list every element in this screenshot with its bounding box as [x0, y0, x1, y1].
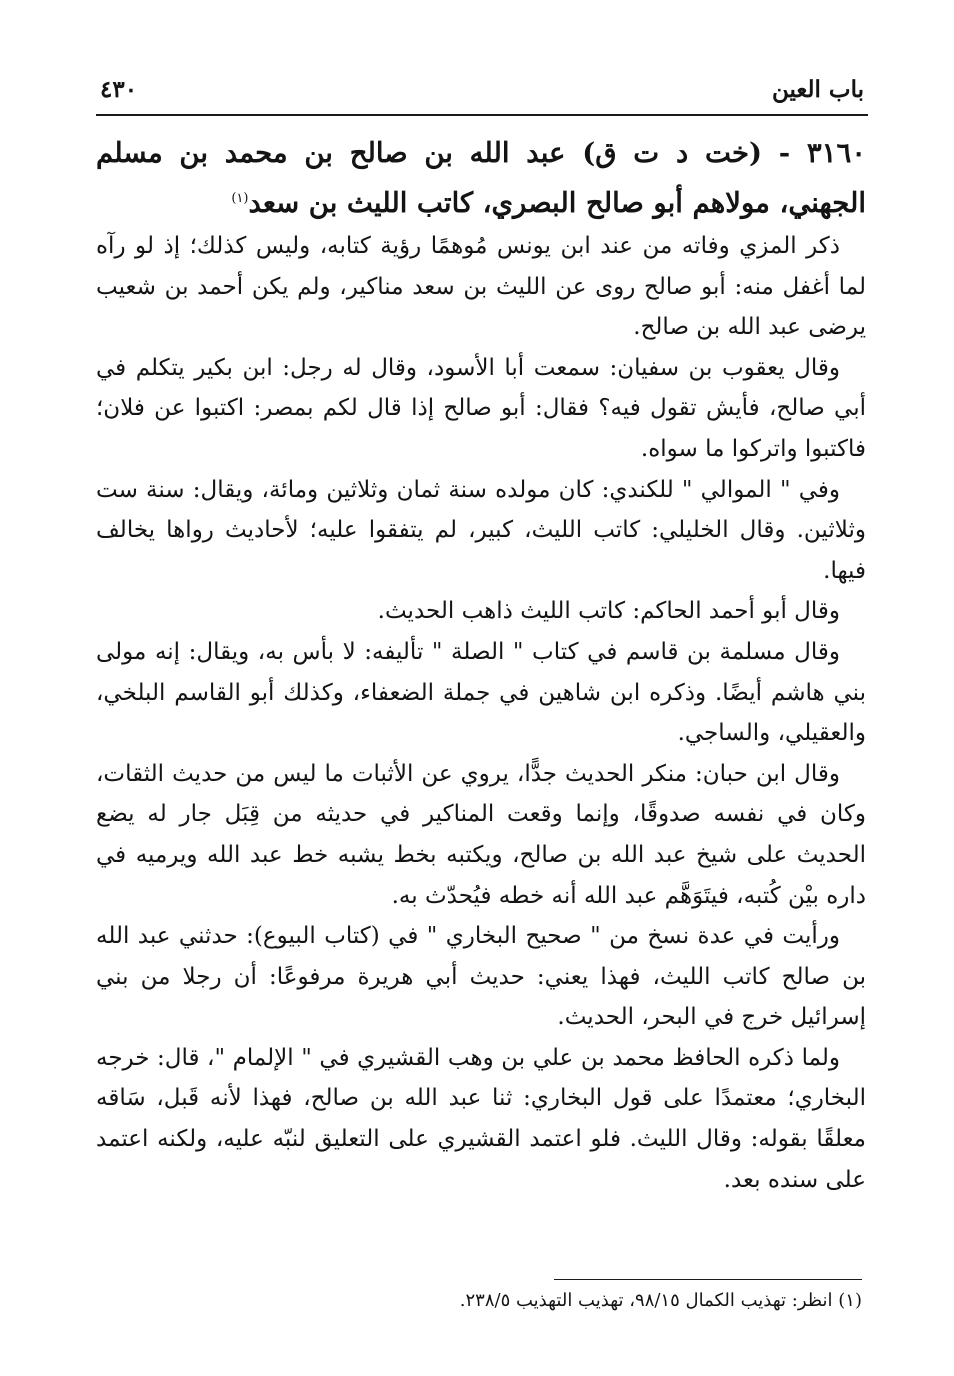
footnote: (١) انظر: تهذيب الكمال ٩٨/١٥، تهذيب التهذيب ٢٣٨/٥. — [459, 1290, 862, 1311]
paragraph-8: ولما ذكره الحافظ محمد بن علي بن وهب القشيري في " الإلمام "، قال: خرجه البخاري؛ معتمدًا على قول البخاري: ثنا عبد الله بن صالح، فهذا لأنه قَبل، سَاقه معلقًا بقوله: وقال الليث. فلو اعتمد القشيري على التعليق لنبّه عليه، ولكنه اعتمد على سنده بعد. — [96, 1044, 866, 1193]
header-rule — [96, 114, 868, 116]
paragraph-3: وفي " الموالي " للكندي: كان مولده سنة ثمان وثلاثين ومائة، ويقال: سنة ست وثلاثين. وقال الخليلي: كاتب الليث، كبير، لم يتفقوا عليه؛ لأحاديث رواها يخالف فيها. — [96, 476, 866, 584]
page-number: ٤٣٠ — [100, 76, 138, 103]
paragraph-5: وقال مسلمة بن قاسم في كتاب " الصلة " تأليفه: لا بأس به، ويقال: إنه مولى بني هاشم أيضًا. وذكره ابن شاهين في جملة الضعفاء، وكذلك أبو القاسم البلخي، والعقيلي، والساجي. — [96, 638, 866, 747]
footnote-marker: (١) — [231, 191, 249, 206]
paragraph-2: وقال يعقوب بن سفيان: سمعت أبا الأسود، وقال له رجل: ابن بكير يتكلم في أبي صالح، فأيش تقول فيه؟ فقال: أبو صالح إذا قال لكم بمصر: اكتبوا عن فلان؛ فاكتبوا واتركوا ما سواه. — [96, 354, 866, 462]
paragraph-7: ورأيت في عدة نسخ من " صحيح البخاري " في (كتاب البيوع): حدثني عبد الله بن صالح كاتب الليث، فهذا يعني: حديث أبي هريرة مرفوعًا: أن رجلا من بني إسرائيل خرج في البحر، الحديث. — [96, 923, 866, 1031]
section-title: باب العين — [771, 76, 864, 103]
entry-body — [96, 226, 866, 1200]
footnote-rule — [554, 1279, 862, 1280]
paragraph-4: وقال أبو أحمد الحاكم: كاتب الليث ذاهب الحديث. — [377, 598, 840, 625]
entry-heading — [96, 130, 866, 226]
entry-heading-text: ٣١٦٠ - (خت د ت ق) عبد الله بن صالح بن محمد بن مسلم الجهني، مولاهم أبو صالح البصري، كاتب الليث بن سعد — [96, 137, 866, 220]
running-header — [96, 72, 866, 112]
paragraph-1: ذكر المزي وفاته من عند ابن يونس مُوهمًا رؤية كتابه، وليس كذلك؛ إذ لو رآه لما أغفل منه: أبو صالح روى عن الليث بن سعد مناكير، ولم يكن أحمد بن شعيب يرضى عبد الله بن صالح. — [96, 233, 866, 341]
paragraph-6: وقال ابن حبان: منكر الحديث جدًّا، يروي عن الأثبات ما ليس من حديث الثقات، وكان في نفسه صدوقًا، وإنما وقعت المناكير في حديثه من قِبَل جار له يضع الحديث على شيخ عبد الله بن صالح، ويكتبه بخط يشبه خط عبد الله ويرميه في داره بيْن كُتبه، فيتَوَهَّم عبد الله أنه خطه فيُحدّث به. — [96, 760, 866, 909]
